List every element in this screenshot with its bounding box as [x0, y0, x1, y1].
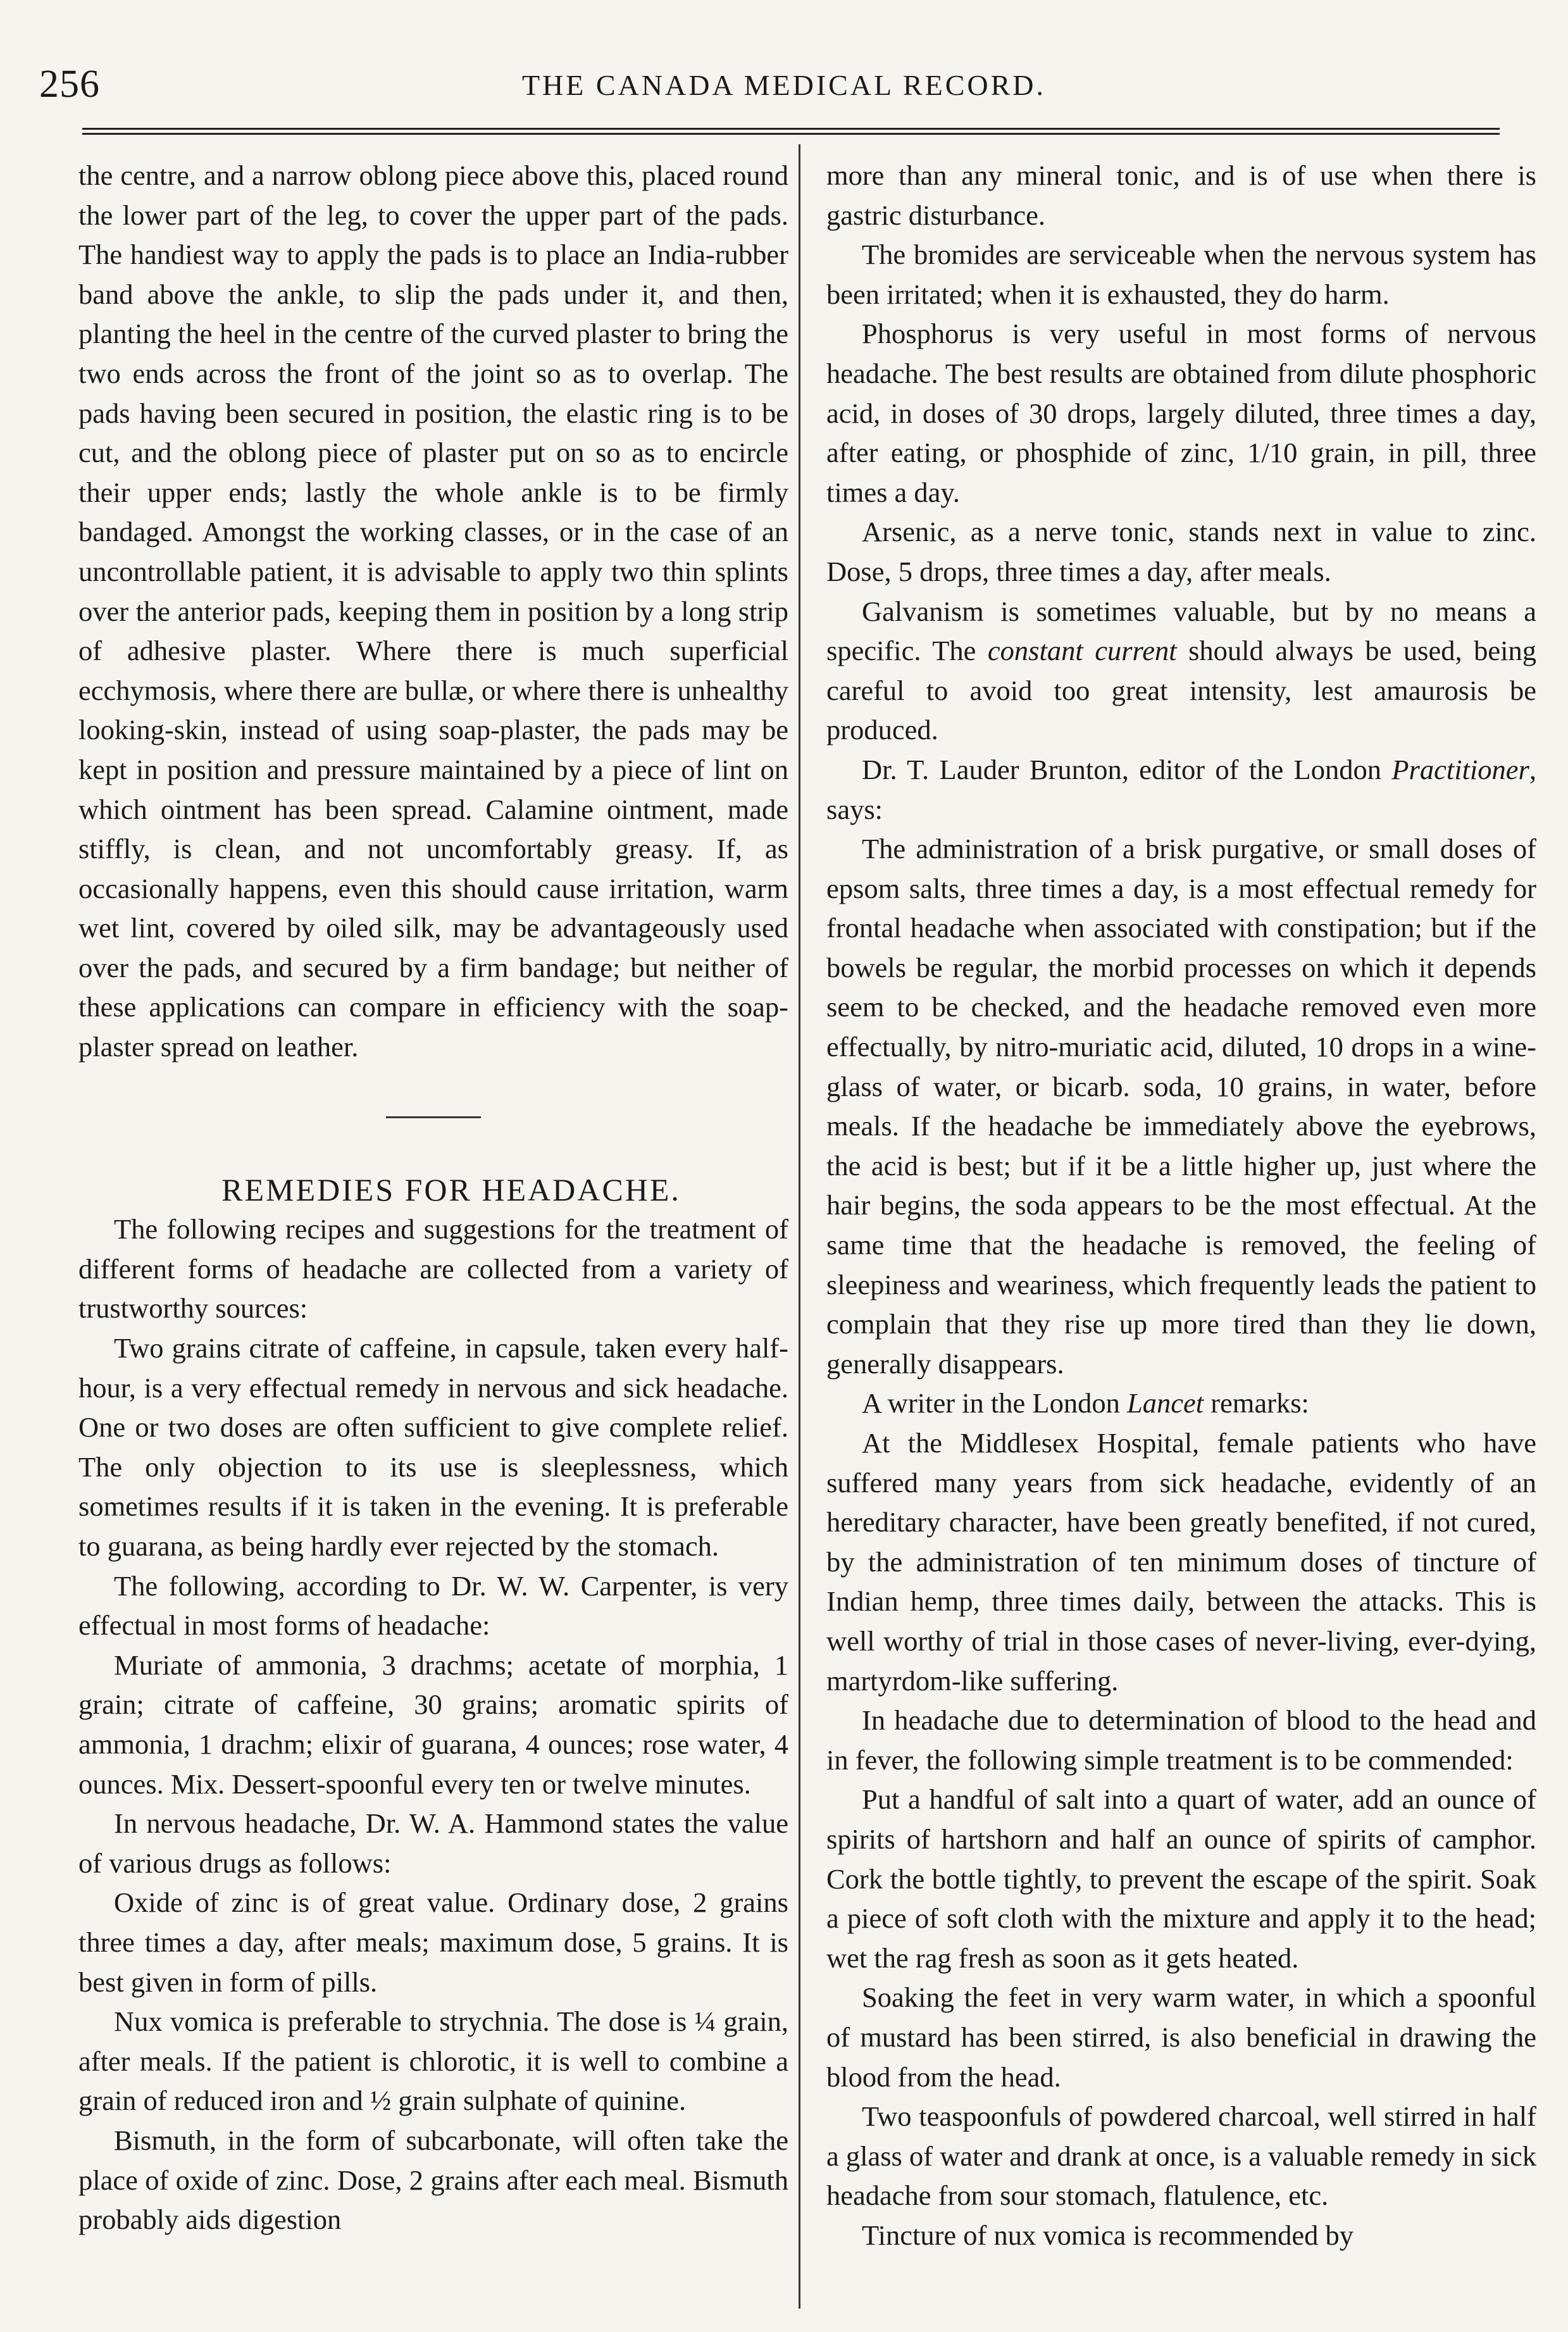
text-run: , says:	[826, 753, 1536, 825]
text-run: remarks:	[1204, 1387, 1309, 1419]
paragraph: more than any mineral tonic, and is of use when there is gastric disturbance.	[826, 159, 1536, 231]
page-number: 256	[39, 63, 100, 106]
column-divider	[799, 144, 800, 2309]
text-run: A writer in the London	[862, 1387, 1127, 1419]
paragraph	[826, 1383, 1536, 1423]
section-divider	[386, 1116, 481, 1118]
text-run: Dr. T. Lauder Brunton, editor of the London	[862, 753, 1392, 785]
text-run: Galvanism is sometimes valuable, but by no means a specific. The	[826, 595, 1536, 667]
paragraph: In nervous headache, Dr. W. A. Hammond states the value of various drugs as follows:	[78, 1807, 788, 1879]
italic-phrase: Lancet	[1126, 1387, 1204, 1419]
header-rule-top	[82, 128, 1500, 130]
paragraph: Put a handful of salt into a quart of water, add an ounce of spirits of hartshorn and half an ounce of spirits of camphor. Cork the bottle tightly, to prevent the escape of the spirit. Soak a piece of soft cloth with the mixture and apply it to the head; wet the rag fresh as soon as it gets heated.	[826, 1783, 1536, 1974]
paragraph: Nux vomica is preferable to strychnia. The dose is ¼ grain, after meals. If the patient is chlorotic, it is well to combine a grain of reduced iron and ½ grain sulphate of quinine.	[78, 2005, 788, 2117]
right-column	[826, 156, 1536, 2255]
paragraph: Bismuth, in the form of subcarbonate, will often take the place of oxide of zinc. Dose, 2 grains after each meal. Bismuth probably aids digestion	[78, 2124, 788, 2236]
paragraph: Two teaspoonfuls of powdered charcoal, well stirred in half a glass of water and drank at once, is a valuable remedy in sick headache from sour stomach, flatulence, etc.	[826, 2100, 1536, 2212]
paragraph: Two grains citrate of caffeine, in capsule, taken every half-hour, is a very effectual remedy in nervous and sick headache. One or two doses are often sufficient to give complete relief. The only objection to its use is sleeplessness, which sometimes results if it is taken in the evening. It is preferable to guarana, as being hardly ever rejected by the stomach.	[78, 1332, 788, 1562]
paragraph: In headache due to determination of blood to the head and in fever, the following simple treatment is to be commended:	[826, 1704, 1536, 1776]
header-rule-bottom	[82, 133, 1500, 135]
italic-phrase: constant current	[987, 635, 1177, 667]
paragraph: Arsenic, as a nerve tonic, stands next in value to zinc. Dose, 5 drops, three times a day, after meals.	[826, 516, 1536, 587]
paragraph: The following, according to Dr. W. W. Carpenter, is very effectual in most forms of headache:	[78, 1569, 788, 1642]
paragraph	[826, 592, 1536, 750]
italic-phrase: Practitioner	[1391, 753, 1529, 785]
section-heading: REMEDIES FOR HEADACHE.	[221, 1171, 681, 1207]
paragraph: The administration of a brisk purgative, or small doses of epsom salts, three times a day, is a most effectual remedy for frontal headache when associated with constipation; but if the bowels be regular, the morbid processes on which it depends seem to be checked, and the headache removed even more effectually, by nitro-muriatic acid, diluted, 10 drops in a wine-glass of water, or bicarb. soda, 10 grains, in water, before meals. If the headache be immediately above the eyebrows, the acid is best; but if it be a little higher up, just where the hair begins, the soda appears to be the most effectual. At the same time that the headache is removed, the feeling of sleepiness and weariness, which frequently leads the patient to complain that they rise up more tired than they lie down, generally disappears.	[826, 833, 1536, 1380]
paragraph: Muriate of ammonia, 3 drachms; acetate of morphia, 1 grain; citrate of caffeine, 30 grains; aromatic spirits of ammonia, 1 drachm; elixir of guarana, 4 ounces; rose water, 4 ounces. Mix. Dessert-spoonful every ten or twelve minutes.	[78, 1649, 788, 1800]
paragraph: Soaking the feet in very warm water, in which a spoonful of mustard has been stirred, is also beneficial in drawing the blood from the head.	[826, 1981, 1536, 2093]
paragraph: the centre, and a narrow oblong piece above this, placed round the lower part of the leg, to cover the upper part of the pads. The handiest way to apply the pads is to place an India-rubber band above the ankle, to slip the pads under it, and then, planting the heel in the centre of the curved plaster to bring the two ends across the front of the joint so as to overlap. The pads having been secured in position, the elastic ring is to be cut, and the oblong piece of plaster put on so as to encircle their upper ends; lastly the whole ankle is to be firmly bandaged. Amongst the working classes, or in the case of an uncontrollable patient, it is advisable to apply two thin splints over the anterior pads, keeping them in position by a long strip of adhesive plaster. Where there is much superficial ecchymosis, where there are bullæ, or where there is unhealthy looking-skin, instead of using soap-plaster, the pads may be kept in position and pressure maintained by a piece of lint on which ointment has been spread. Calamine ointment, made stiffly, is clean, and not uncomfortably greasy. If, as occasionally happens, even this should cause irritation, warm wet lint, covered by oiled silk, may be advantageously used over the pads, and secured by a firm bandage; but neither of these applications can compare in efficiency with the soap-plaster spread on leather.	[78, 159, 788, 1063]
paragraph: The following recipes and suggestions for the treatment of different forms of headache are collected from a variety of trustworthy sources:	[78, 1213, 788, 1325]
paragraph: At the Middlesex Hospital, female patients who have suffered many years from sick headache, evidently of an hereditary character, have been greatly benefited, if not cured, by the administration of ten minimum doses of tincture of Indian hemp, three times daily, between the attacks. This is well worthy of trial in those cases of never-living, ever-dying, martyrdom-like suffering.	[826, 1427, 1536, 1697]
running-head: THE CANADA MEDICAL RECORD.	[521, 69, 1047, 101]
paragraph: Phosphorus is very useful in most forms of nervous headache. The best results are obtained from dilute phosphoric acid, in doses of 30 drops, largely diluted, three times a day, after eating, or phosphide of zinc, 1/10 grain, in pill, three times a day.	[826, 318, 1536, 508]
paragraph: Tincture of nux vomica is recommended by	[862, 2219, 1353, 2251]
paragraph	[826, 750, 1536, 829]
left-column	[78, 156, 788, 2240]
paragraph: The bromides are serviceable when the nervous system has been irritated; when it is exhausted, they do harm.	[826, 239, 1536, 310]
text-run: should always be used, being careful to avoid too great intensity, lest amaurosis be produced.	[826, 635, 1537, 746]
paragraph: Oxide of zinc is of great value. Ordinary dose, 2 grains three times a day, after meals; maximum dose, 5 grains. It is best given in form of pills.	[78, 1886, 788, 1998]
